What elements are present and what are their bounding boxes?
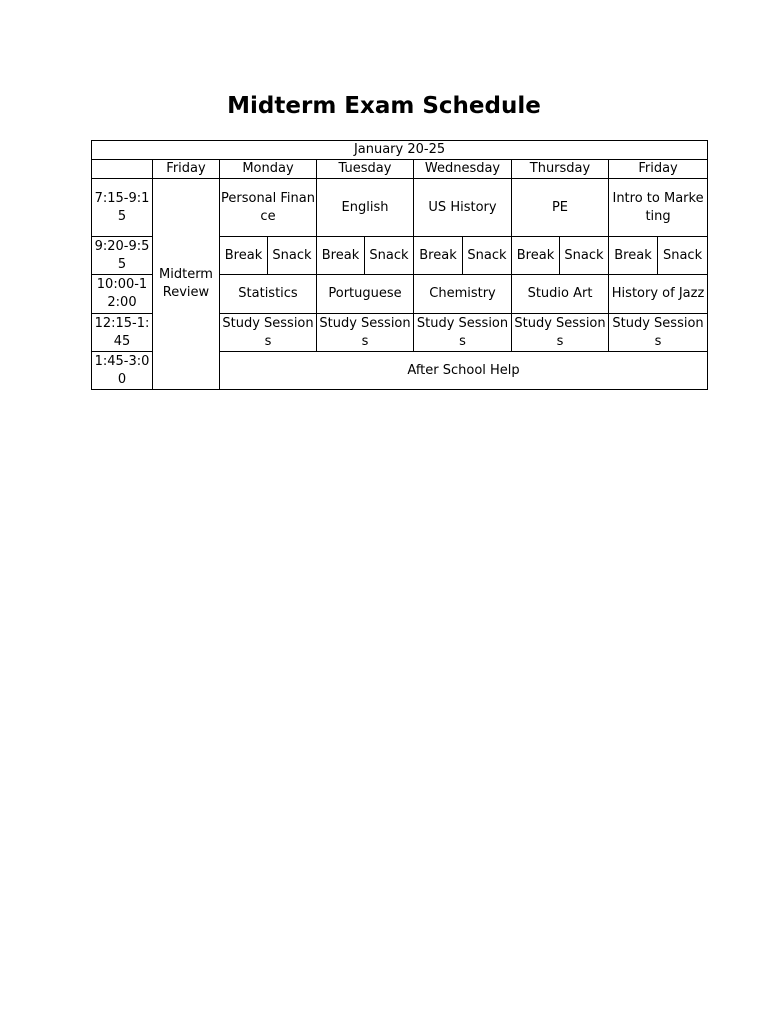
day-header: Tuesday: [317, 160, 414, 179]
break-cell: Break: [512, 237, 560, 275]
day-header: Thursday: [512, 160, 609, 179]
midterm-review-cell: Midterm Review: [153, 179, 220, 390]
date-range-cell: January 20-25: [92, 141, 708, 160]
time-cell: 7:15-9:15: [92, 179, 153, 237]
day-header: Monday: [220, 160, 317, 179]
time-cell: 10:00-12:00: [92, 275, 153, 314]
snack-cell: Snack: [560, 237, 609, 275]
break-cell: Break: [317, 237, 365, 275]
day-header: Wednesday: [414, 160, 512, 179]
exam-cell: English: [317, 179, 414, 237]
exam-cell: Intro to Marketing: [609, 179, 708, 237]
exam-cell: US History: [414, 179, 512, 237]
day-header-row: [92, 160, 708, 179]
exam-cell: Chemistry: [414, 275, 512, 314]
corner-cell: [92, 160, 153, 179]
study-session-cell: Study Sessions: [512, 314, 609, 352]
snack-cell: Snack: [365, 237, 414, 275]
time-cell: 12:15-1:45: [92, 314, 153, 352]
study-session-cell: Study Sessions: [609, 314, 708, 352]
exam-cell: Studio Art: [512, 275, 609, 314]
study-session-cell: Study Sessions: [414, 314, 512, 352]
snack-cell: Snack: [268, 237, 317, 275]
page-title: Midterm Exam Schedule: [227, 93, 541, 119]
break-cell: Break: [609, 237, 658, 275]
after-school-help-cell: After School Help: [220, 352, 708, 390]
exam-cell: Personal Finance: [220, 179, 317, 237]
table-row: [92, 179, 708, 237]
study-session-cell: Study Sessions: [220, 314, 317, 352]
day-header: Friday: [609, 160, 708, 179]
date-range-row: [92, 141, 708, 160]
exam-cell: PE: [512, 179, 609, 237]
snack-cell: Snack: [463, 237, 512, 275]
break-cell: Break: [414, 237, 463, 275]
time-cell: 1:45-3:00: [92, 352, 153, 390]
break-cell: Break: [220, 237, 268, 275]
day-header: Friday: [153, 160, 220, 179]
snack-cell: Snack: [658, 237, 708, 275]
study-session-cell: Study Sessions: [317, 314, 414, 352]
exam-cell: Portuguese: [317, 275, 414, 314]
exam-cell: Statistics: [220, 275, 317, 314]
exam-schedule-table: [91, 140, 708, 390]
exam-cell: History of Jazz: [609, 275, 708, 314]
time-cell: 9:20-9:55: [92, 237, 153, 275]
